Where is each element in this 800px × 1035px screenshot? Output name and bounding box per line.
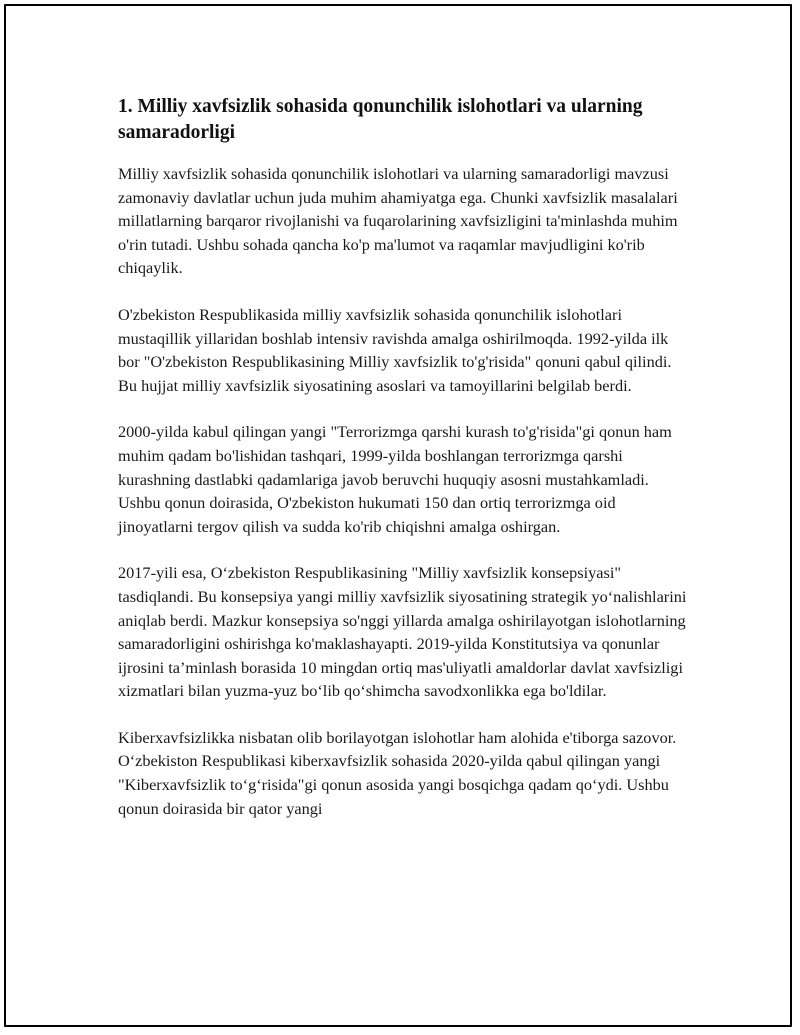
paragraph-intro: Milliy xavfsizlik sohasida qonunchilik islohotlari va ularning samaradorligi mavzusi zamonaviy davlatlar uchun juda muhim ahamiyatga ega. Chunki xavfsizlik masalalari millatlarning barqaror rivojlanishi va fuqarolarining xavfsizligini ta'minlashda muhim o'rin tutadi. Ushbu sohada qancha ko'p ma'lumot va raqamlar mavjudligini ko'rib chiqaylik.: [118, 164, 678, 278]
paragraph-2017-concept: 2017-yili esa, Oʻzbekiston Respublikasining "Milliy xavfsizlik konsepsiyasi" tasdiqlandi. Bu konsepsiya yangi milliy xavfsizlik siyosatining strategik yoʻnalishlarini aniqlab berdi. Mazkur konsepsiya so'nggi yillarda amalga oshirilayotgan islohotlarning samaradorligini oshirishga ko'maklashayapti. 2019-yilda Konstitutsiya va qonunlar ijrosini ta’minlash borasida 10 mingdan ortiq mas'uliyatli amaldorlar davlat xavfsizligi xizmatlari bilan yuzma-yuz boʻlib qoʻshimcha savodxonlikka ega bo'ldilar.: [118, 563, 687, 701]
section-heading: 1. Milliy xavfsizlik sohasida qonunchilik islohotlari va ularning samaradorligi: [118, 96, 643, 143]
document-body: [118, 94, 690, 843]
paragraph-1992-law: O'zbekiston Respublikasida milliy xavfsizlik sohasida qonunchilik islohotlari mustaqillik yillaridan boshlab intensiv ravishda amalga oshirilmoqda. 1992-yilda ilk bor "O'zbekiston Respublikasining Milliy xavfsizlik to'g'risida" qonuni qabul qilindi. Bu hujjat milliy xavfsizlik siyosatining asoslari va tamoyillarini belgilab berdi.: [118, 304, 672, 395]
paragraph-terrorism-law: 2000-yilda kabul qilingan yangi "Terrorizmga qarshi kurash to'g'risida"gi qonun ham muhim qadam bo'lishidan tashqari, 1999-yilda boshlangan terrorizmga qarshi kurashning dastlabki qadamlariga javob beruvchi huquqiy asosni mustahkamladi. Ushbu qonun doirasida, O'zbekiston hukumati 150 dan ortiq terrorizmga oid jinoyatlarni tergov qilish va sudda ko'rib chiqishni amalga oshirgan.: [118, 422, 672, 536]
paragraph-cybersecurity: Kiberxavfsizlikka nisbatan olib borilayotgan islohotlar ham alohida e'tiborga sazovor. Oʻzbekiston Respublikasi kiberxavfsizlik sohasida 2020-yilda qabul qilingan yangi "Kiberxavfsizlik toʻgʻrisida"gi qonun asosida yangi bosqichga qadam qoʻydi. Ushbu qonun doirasida bir qator yangi: [118, 727, 677, 818]
